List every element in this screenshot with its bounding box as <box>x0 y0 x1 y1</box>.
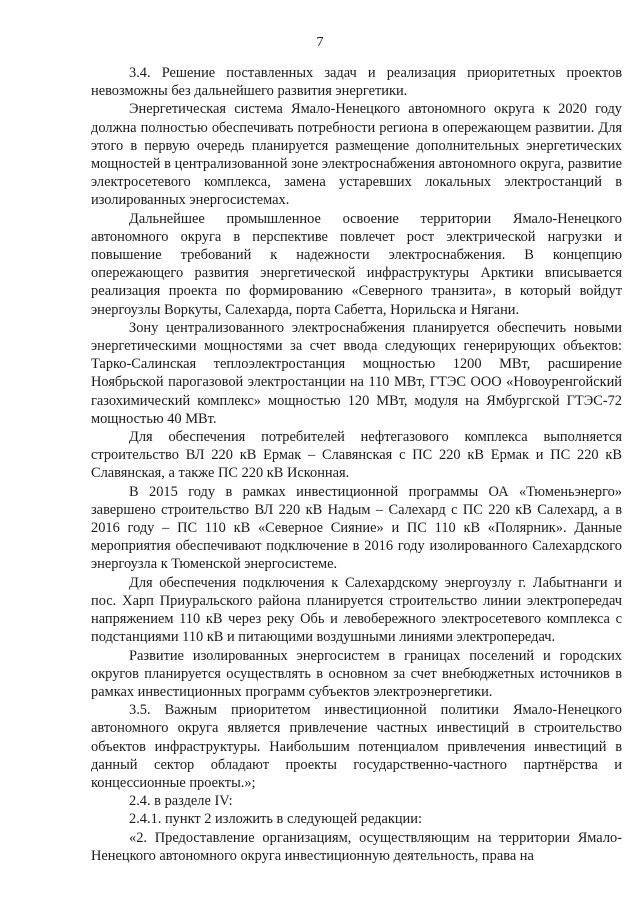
paragraph-2015-program: В 2015 году в рамках инвестиционной программы ОА «Тюменьэнерго» завершено строительство ВЛ 220 кВ Надым – Салехард с ПС 220 кВ Салехард, а в 2016 году – ПС 110 кВ «Северное Сияние» и ПС 110 кВ «Полярник». Данные мероприятия обеспечивают подключение в 2016 году изолированного Салехардского энергоузла к Тюменской энергосистеме. <box>91 483 622 573</box>
paragraph-isolated-systems: Развитие изолированных энергосистем в границах поселений и городских округов планируется осуществлять в основном за счет внебюджетных источников в рамках инвестиционных программ субъектов электроэнергетики. <box>91 647 622 700</box>
paragraph-3-5: 3.5. Важным приоритетом инвестиционной политики Ямало-Ненецкого автономного округа является привлечение частных инвестиций в строительство объектов инфраструктуры. Наибольшим потенциалом привлечения инвестиций в данный сектор обладают проекты государственно-частного партнёрства и концессионные проекты.»; <box>91 702 622 791</box>
paragraph-centralized-supply: Зону централизованного электроснабжения планируется обеспечить новыми энергетическими мощностями за счет ввода следующих генерирующих объектов: Тарко-Салинская теплоэлектростанция мощностью 1200 МВт, расширение Ноябрьской парогазовой электростанции на 110 МВт, ГТЭС ООО «Новоуренгойский газохимический комплекс» мощностью 120 МВт, модуля на Ямбургской ГТЭС-72 мощностью 40 МВт. <box>91 319 622 427</box>
paragraph-2-4-1: 2.4.1. пункт 2 изложить в следующей редакции: <box>129 811 422 828</box>
paragraph-energy-system: Энергетическая система Ямало-Ненецкого автономного округа к 2020 году должна полностью обеспечивать потребности региона в опережающем развитии. Для этого в первую очередь планируется размещение дополнительных энергетических мощностей в централизованной зоне электроснабжения автономного округа, развитие электросетевого комплекса, замена устаревших локальных электростанций в изолированных энергосистемах. <box>91 101 622 209</box>
paragraph-labytnangi-connection: Для обеспечения подключения к Салехардскому энергоузлу г. Лабытнанги и пос. Харп Приуральского района планируется строительство линии электропередач напряжением 110 кВ через реку Обь и левобережного электросетевого комплекса с подстанциями 110 кВ и питающими воздушными линиями электропередач. <box>91 574 622 646</box>
paragraph-2-4: 2.4. в разделе IV: <box>129 793 233 810</box>
paragraph-3-4: 3.4. Решение поставленных задач и реализация приоритетных проектов невозможны без дальнейшего развития энергетики. <box>91 65 622 100</box>
paragraph-oil-gas-consumers: Для обеспечения потребителей нефтегазового комплекса выполняется строительство ВЛ 220 кВ Ермак – Славянская с ПС 220 кВ Ермак и ПС 220 кВ Славянская, а также ПС 220 кВ Исконная. <box>91 429 622 482</box>
paragraph-item-2: «2. Предоставление организациям, осуществляющим на территории Ямало-Ненецкого автономного округа инвестиционную деятельность, права на <box>91 829 622 864</box>
document-body <box>91 64 622 865</box>
paragraph-industrial-development: Дальнейшее промышленное освоение территории Ямало-Ненецкого автономного округа в перспективе повлечет рост электрической нагрузки и повышение требований к надежности электроснабжения. В концепцию опережающего развития энергетической инфраструктуры Арктики вписывается реализация проекта по формированию «Северного транзита», в который войдут энергоузлы Воркуты, Салехарда, порта Сабетта, Норильска и Нягани. <box>91 210 622 318</box>
page-number: 7 <box>316 35 324 50</box>
